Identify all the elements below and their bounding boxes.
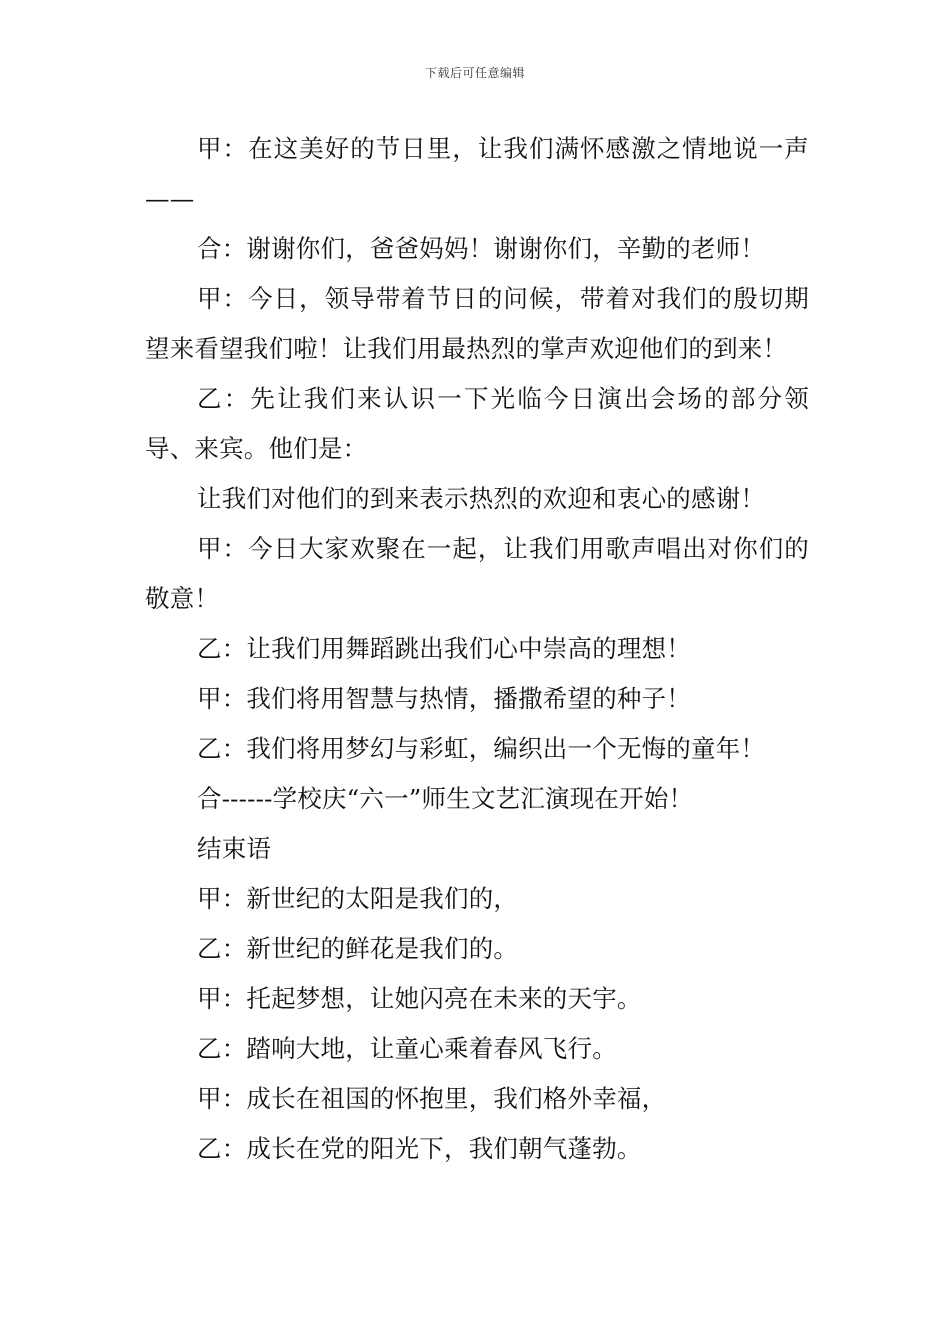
paragraph: 合：谢谢你们，爸爸妈妈！谢谢你们，辛勤的老师！ [197, 234, 766, 263]
paragraph: 乙：让我们用舞蹈跳出我们心中崇高的理想！ [197, 634, 691, 663]
paragraph: 乙：踏响大地，让童心乘着春风飞行。 [197, 1034, 617, 1063]
paragraph: 乙：成长在党的阳光下，我们朝气蓬勃。 [197, 1134, 642, 1163]
paragraph: 乙：我们将用梦幻与彩虹，编织出一个无悔的童年！ [197, 734, 766, 763]
paragraph: 乙：新世纪的鲜花是我们的。 [197, 934, 519, 963]
paragraph: 甲：我们将用智慧与热情，播撒希望的种子！ [197, 684, 691, 713]
paragraph: 合------学校庆“六一”师生文艺汇演现在开始！ [197, 784, 694, 813]
section-heading: 结束语 [197, 834, 272, 863]
paragraph: 甲：托起梦想，让她闪亮在未来的天宇。 [197, 984, 642, 1013]
paragraph: 甲：在这美好的节日里，让我们满怀感激之情地说一声—— [145, 134, 809, 213]
paragraph: 甲：成长在祖国的怀抱里，我们格外幸福， [197, 1084, 667, 1113]
paragraph: 让我们对他们的到来表示热烈的欢迎和衷心的感谢！ [197, 484, 766, 513]
paragraph: 甲：今日大家欢聚在一起，让我们用歌声唱出对你们的敬意！ [145, 534, 809, 613]
document-body [145, 124, 809, 1174]
paragraph: 甲：新世纪的太阳是我们的， [197, 884, 519, 913]
paragraph: 乙：先让我们来认识一下光临今日演出会场的部分领导、来宾。他们是： [145, 384, 809, 463]
paragraph: 甲：今日，领导带着节日的问候，带着对我们的殷切期望来看望我们啦！让我们用最热烈的掌声欢迎他们的到来！ [145, 284, 809, 363]
page-header: 下载后可任意编辑 [424, 66, 525, 80]
